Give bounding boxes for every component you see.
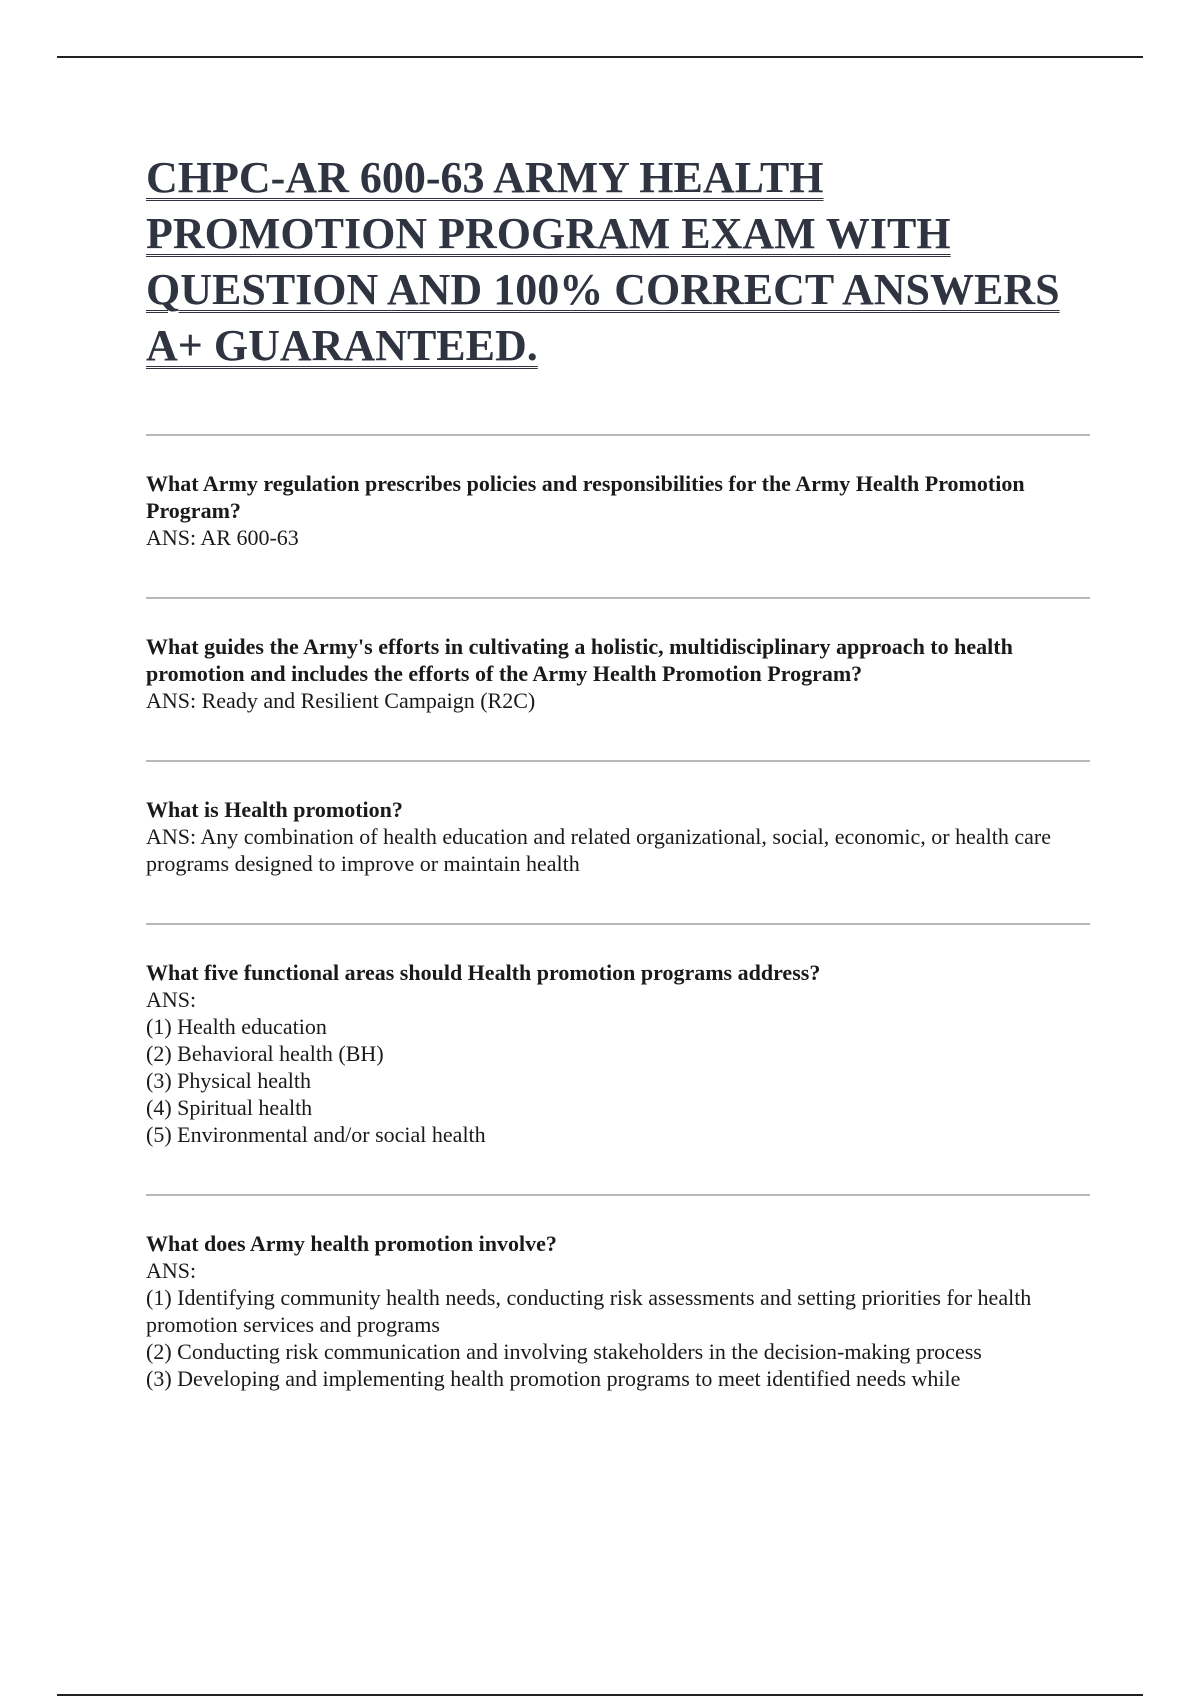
- question-text: What guides the Army's efforts in cultivating a holistic, multidisciplinary approach to health promotion and includes the efforts of the Army Health Promotion Program?: [146, 634, 1013, 686]
- answer-line: (5) Environmental and/or social health: [146, 1122, 486, 1147]
- answer-text: ANS: Ready and Resilient Campaign (R2C): [146, 688, 536, 713]
- answer-line: ANS:: [146, 1258, 197, 1283]
- question-text: What Army regulation prescribes policies and responsibilities for the Army Health Promotion Program?: [146, 471, 1025, 523]
- qa-item-4: [146, 925, 1090, 1194]
- answer-line: (3) Developing and implementing health promotion programs to meet identified needs while: [146, 1366, 961, 1391]
- qa-item-1: [146, 436, 1090, 597]
- qa-item-5: [146, 1196, 1090, 1392]
- document-title: CHPC-AR 600-63 ARMY HEALTH PROMOTION PROGRAM EXAM WITH QUESTION AND 100% CORRECT ANSWERS A+ GUARANTEED.: [146, 153, 1060, 370]
- question-text: What is Health promotion?: [146, 797, 403, 822]
- question-text: What does Army health promotion involve?: [146, 1231, 557, 1256]
- answer-line: (1) Health education: [146, 1014, 327, 1039]
- answer-line: (1) Identifying community health needs, conducting risk assessments and setting priorities for health promotion services and programs: [146, 1285, 1032, 1337]
- answer-line: (2) Conducting risk communication and involving stakeholders in the decision-making process: [146, 1339, 982, 1364]
- document-body: [146, 150, 1090, 1392]
- qa-item-3: [146, 762, 1090, 923]
- answer-text: ANS: AR 600-63: [146, 525, 299, 550]
- answer-text: ANS: Any combination of health education and related organizational, social, economic, or health care programs designed to improve or maintain health: [146, 824, 1051, 876]
- page-bottom-rule: [57, 1694, 1143, 1696]
- answer-line: (3) Physical health: [146, 1068, 311, 1093]
- question-text: What five functional areas should Health promotion programs address?: [146, 960, 821, 985]
- answer-line: ANS:: [146, 987, 197, 1012]
- answer-line: (2) Behavioral health (BH): [146, 1041, 384, 1066]
- qa-item-2: [146, 599, 1090, 760]
- page-top-rule: [57, 56, 1143, 58]
- answer-line: (4) Spiritual health: [146, 1095, 313, 1120]
